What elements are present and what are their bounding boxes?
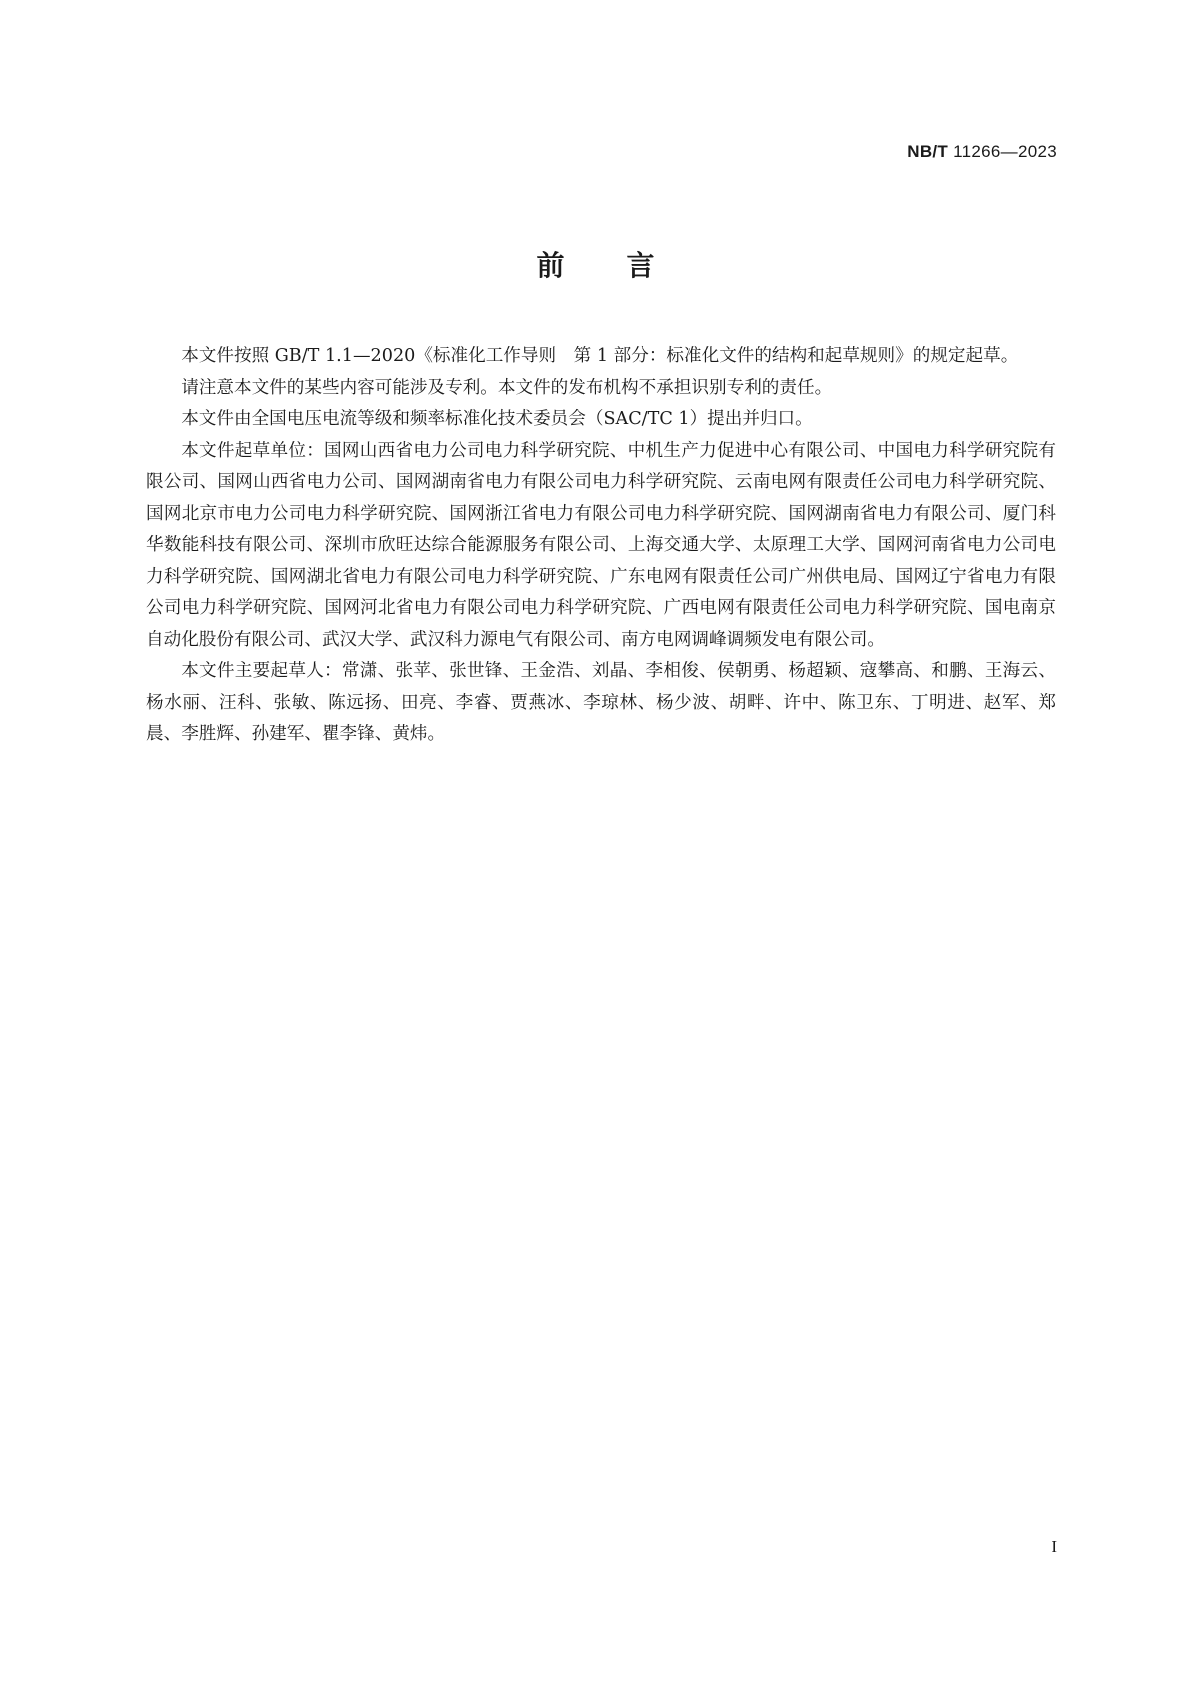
foreword-body [146, 341, 1056, 751]
paragraph-drafting-units: 本文件起草单位：国网山西省电力公司电力科学研究院、中机生产力促进中心有限公司、中国电力科学研究院有限公司、国网山西省电力公司、国网湖南省电力有限公司电力科学研究院、云南电网有限责任公司电力科学研究院、国网北京市电力公司电力科学研究院、国网浙江省电力有限公司电力科学研究院、国网湖南省电力有限公司、厦门科华数能科技有限公司、深圳市欣旺达综合能源服务有限公司、上海交通大学、太原理工大学、国网河南省电力公司电力科学研究院、国网湖北省电力有限公司电力科学研究院、广东电网有限责任公司广州供电局、国网辽宁省电力有限公司电力科学研究院、国网河北省电力有限公司电力科学研究院、广西电网有限责任公司电力科学研究院、国电南京自动化股份有限公司、武汉大学、武汉科力源电气有限公司、南方电网调峰调频发电有限公司。 [146, 440, 1056, 650]
document-code-number: 11266—2023 [953, 142, 1057, 161]
document-code [907, 142, 1057, 162]
paragraph-main-drafters: 本文件主要起草人：常潇、张苹、张世锋、王金浩、刘晶、李相俊、侯朝勇、杨超颖、寇攀高、和鹏、王海云、杨水丽、汪科、张敏、陈远扬、田亮、李睿、贾燕冰、李琼林、杨少波、胡畔、许中、陈卫东、丁明进、赵军、郑晨、李胜辉、孙建军、瞿李锋、黄炜。 [146, 661, 1056, 744]
paragraph-proposer: 本文件由全国电压电流等级和频率标准化技术委员会（SAC/TC 1）提出并归口。 [181, 409, 813, 429]
document-code-prefix: NB/T [907, 142, 949, 161]
paragraph-drafting-rules: 本文件按照 GB/T 1.1—2020《标准化工作导则 第 1 部分：标准化文件的结构和起草规则》的规定起草。 [181, 346, 1019, 366]
page-number: I [1051, 1537, 1057, 1556]
paragraph-patent-notice: 请注意本文件的某些内容可能涉及专利。本文件的发布机构不承担识别专利的责任。 [181, 377, 833, 398]
page-title: 前言 [536, 249, 717, 282]
